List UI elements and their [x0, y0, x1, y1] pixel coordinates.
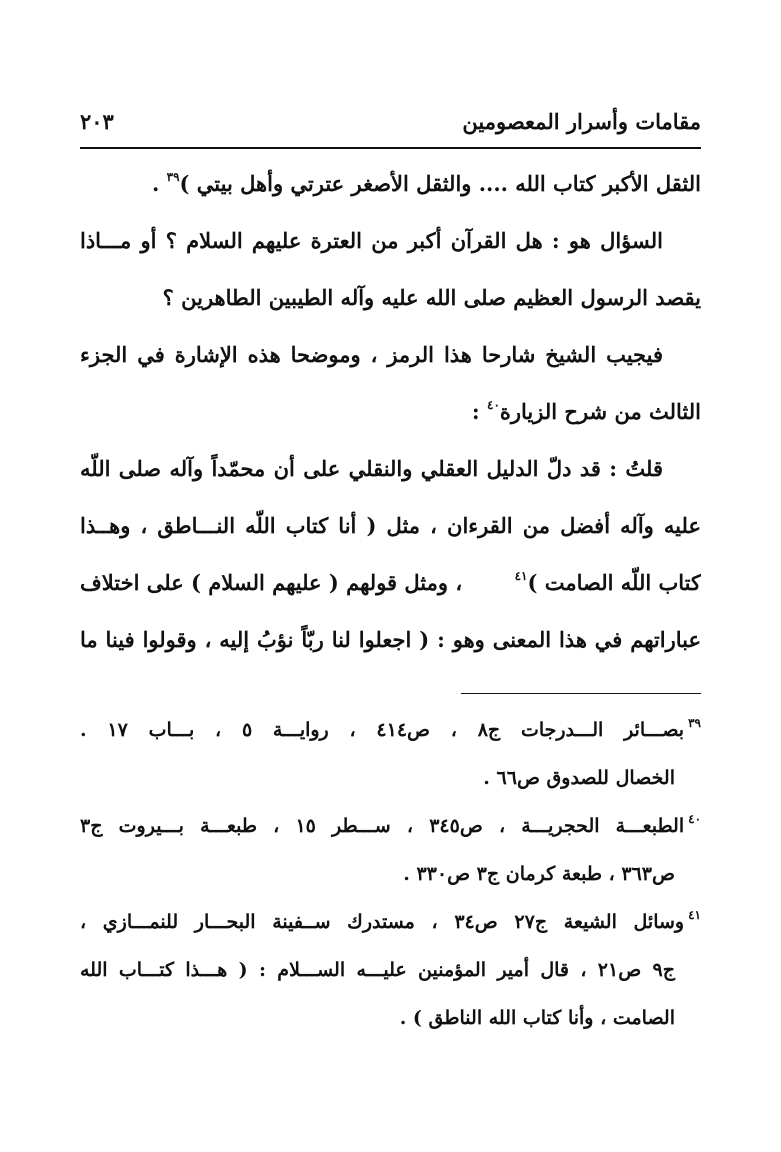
footnote-41-continuation: ج٩ ص٢١ ، قال أمير المؤمنين عليـــه الســـلام : ( هـــذا كتـــاب الله — [80, 959, 675, 981]
body-line: يقصد الرسول العظيم صلى الله عليه وآله الطيبين الطاهرين ؟ — [162, 285, 701, 310]
body-line: الثالث من شرح الزيارة$^{٤٠}$ : — [471, 398, 701, 424]
footnote-41: $^{٤١}$وسائل الشيعة ج٢٧ ص٣٤ ، مستدرك ســفينة البحـــار للنمـــازي ، — [80, 908, 701, 933]
body-line: الثقل الأكبر كتاب الله .... والثقل الأصغر عترتي وأهل بيتي )$^{٣٩}$ . — [152, 170, 701, 196]
footnote-ref: ٤١ — [514, 569, 528, 583]
page-number: ٢٠٣ — [80, 108, 114, 134]
header-divider — [80, 147, 701, 149]
footnote-39-continuation: الخصال للصدوق ص٦٦ . — [483, 767, 675, 789]
running-title: مقامات وأسرار المعصومين — [462, 108, 701, 134]
footnote-divider — [461, 693, 701, 694]
footnote-40-continuation: ص٣٦٣ ، طبعة كرمان ج٣ ص٣٣٠ . — [403, 863, 675, 885]
body-line: عليه وآله أفضل من القرءان ، مثل ( أنا كتاب اللّه النـــاطق ، وهــذا — [80, 513, 701, 538]
footnote-40: $^{٤٠}$الطبعـــة الحجريـــة ، ص٣٤٥ ، ســـطر ١٥ ، طبعـــة بـــيروت ج٣ — [80, 812, 701, 837]
body-line: كتاب اللّه الصامت )$^{٤١}$ ، ومثل قولهم ( عليهم السلام ) على اختلاف — [80, 569, 701, 595]
body-line: فيجيب الشيخ شارحا هذا الرمز ، وموضحا هذه الإشارة في الجزء — [80, 342, 663, 367]
body-line: قلتُ : قد دلّ الدليل العقلي والنقلي على أن محمّداً وآله صلى اللّه — [80, 456, 663, 481]
footnote-number: ٤١ — [688, 908, 701, 922]
footnote-ref: ٣٩ — [166, 170, 180, 184]
body-line: السؤال هو : هل القرآن أكبر من العترة عليهم السلام ؟ أو مـــاذا — [80, 228, 663, 253]
footnote-ref: ٤٠ — [487, 398, 500, 412]
footnote-number: ٣٩ — [688, 716, 701, 730]
footnote-39: $^{٣٩}$بصـــائر الـــدرجات ج٨ ، ص٤١٤ ، روايـــة ٥ ، بـــاب ١٧ . — [80, 716, 701, 741]
body-line: عباراتهم في هذا المعنى وهو : ( اجعلوا لنا ربّاً نؤبُ إليه ، وقولوا فينا ما — [80, 627, 701, 652]
footnote-41-continuation: الصامت ، وأنا كتاب الله الناطق ) . — [399, 1007, 675, 1029]
running-header — [80, 103, 701, 139]
footnote-number: ٤٠ — [688, 812, 701, 826]
